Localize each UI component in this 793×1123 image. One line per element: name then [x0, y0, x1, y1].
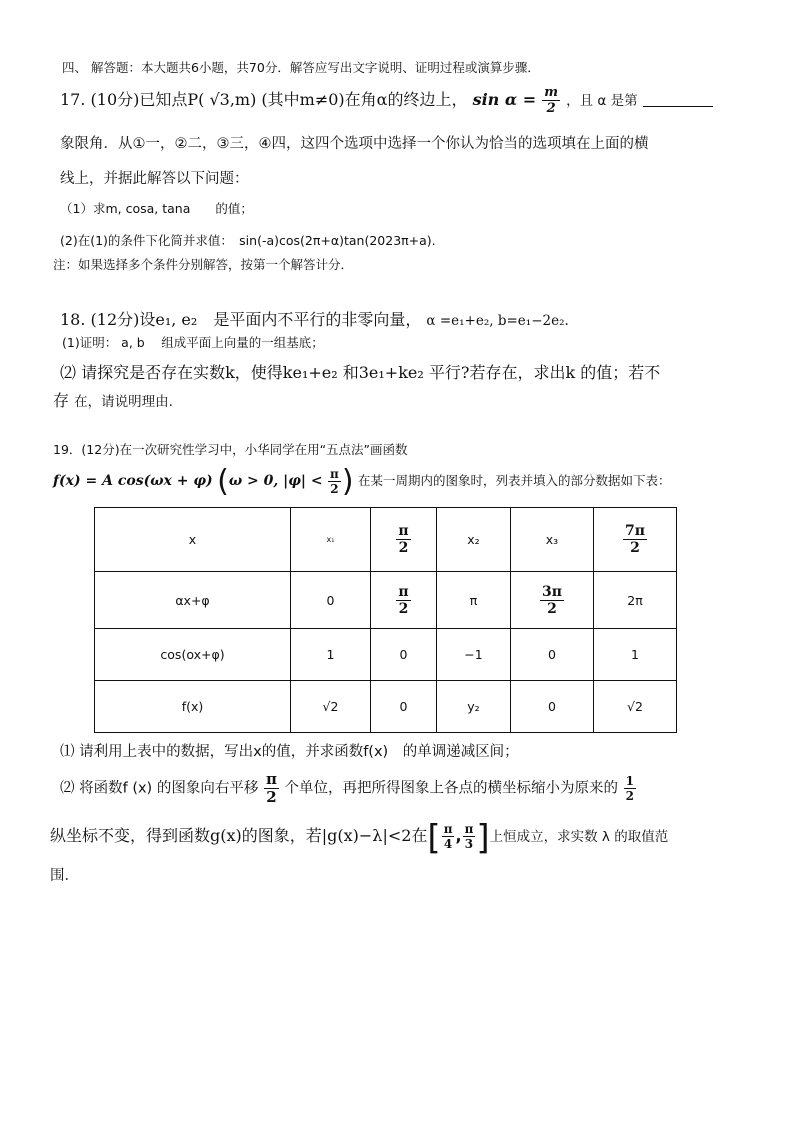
table-cell: √2: [594, 681, 677, 733]
fraction-numerator: 7π: [625, 523, 645, 539]
q17-stem-tail: ，且 α 是第: [566, 93, 638, 109]
table-cell: 1: [594, 629, 677, 681]
q18-part2: ⑵ 请探究是否存在实数k，使得ke₁+e₂ 和3e₁+ke₂ 平行?若存在，求出k 的值；若不: [60, 363, 661, 382]
q18-part2-tail: 在，请说明理由.: [74, 394, 173, 410]
table-cell: √2: [291, 681, 371, 733]
fraction-denominator: 3: [464, 837, 474, 851]
table-cell: 0: [511, 629, 594, 681]
fraction-denominator: 2: [330, 481, 339, 496]
q18-vectors: α =e₁+e₂, b=e₁−2e₂.: [426, 313, 569, 329]
q19-part2-start: ⑵ 将函数f (x) 的图象向右平移: [60, 780, 259, 797]
table-cell: x₃: [511, 508, 594, 572]
table-cell: αx+φ: [95, 572, 291, 629]
table-cell: 1: [291, 629, 371, 681]
right-paren: ): [341, 464, 354, 499]
table-cell: x: [95, 508, 291, 572]
fraction-denominator: 2: [398, 600, 409, 617]
fraction-numerator: π: [443, 822, 453, 836]
table-cell: cos(ox+φ): [95, 629, 291, 681]
table-fraction: [623, 524, 647, 555]
q19-function-tail: 在某一周期内的图象时，列表并填入的部分数据如下表：: [358, 473, 671, 488]
fraction-denominator: 2: [546, 101, 556, 116]
interval-left-fraction: [442, 823, 455, 850]
q17-part2: (2)在(1)的条件下化简并求值： sin(-a)cos(2π+α)tan(2023π+a).: [60, 233, 436, 248]
q17-note: 注：如果选择多个条件分别解答，按第一个解答计分．: [53, 257, 354, 272]
interval-right-fraction: [463, 823, 476, 850]
half-fraction: [624, 775, 636, 802]
q19-intro: 19．(12分)在一次研究性学习中，小华同学在用“五点法”画函数: [53, 442, 408, 457]
q17-stem: 17. (10分)已知点P( √3,m) (其中m≠0)在角α的终边上，: [60, 90, 468, 109]
q19-function-line: [53, 464, 671, 499]
section-header: 四、 解答题：本大题共6小题，共70分．解答应写出文字说明、证明过程或演算步骤．: [62, 60, 540, 75]
fraction-denominator: 2: [625, 789, 634, 803]
table-fraction: [396, 524, 410, 555]
fraction-numerator: π: [398, 523, 409, 539]
fraction-numerator: m: [544, 85, 559, 100]
table-cell: 0: [291, 572, 371, 629]
condition-expression: ω > 0, |φ| <: [228, 473, 323, 489]
fraction-denominator: 2: [266, 788, 277, 806]
table-cell: 0: [511, 681, 594, 733]
fraction-denominator: 2: [547, 600, 557, 617]
fraction-numerator: π: [265, 770, 277, 788]
table-row: [95, 681, 677, 733]
q17-line3: 线上，并据此解答以下问题：: [60, 171, 249, 187]
table-cell: [371, 572, 437, 629]
table-cell: y₂: [437, 681, 511, 733]
table-cell: [511, 572, 594, 629]
q18-part1: (1)证明： a, b 组成平面上向量的一组基底；: [62, 335, 324, 350]
q19-part2-condition: 纵坐标不变，得到函数g(x)的图象，若|g(x)−λ|<2在: [50, 826, 428, 845]
fraction-numerator: π: [464, 822, 474, 836]
q18-line1: [60, 307, 569, 330]
left-paren: (: [217, 464, 229, 499]
right-bracket: ]: [476, 818, 490, 858]
answer-blank[interactable]: [643, 92, 713, 107]
q18-part2-cont: [53, 388, 173, 411]
phi-bound-fraction: [328, 468, 341, 495]
five-point-table: [94, 507, 677, 733]
table-cell: 0: [371, 629, 437, 681]
table-cell: x₁: [291, 508, 371, 572]
table-cell: x₂: [437, 508, 511, 572]
table-cell: −1: [437, 629, 511, 681]
left-bracket: [: [427, 818, 441, 858]
q19-part2-mid: 个单位，再把所得图象上各点的横坐标缩小为原来的: [284, 780, 619, 797]
table-row: [95, 629, 677, 681]
table-cell: 2π: [594, 572, 677, 629]
q18-part2-char: 存: [53, 391, 70, 410]
fraction-numerator: 1: [625, 774, 634, 788]
table-row: [95, 572, 677, 629]
function-expression: f(x) = A cos(ωx + φ): [53, 473, 213, 489]
sin-alpha-fraction: [542, 86, 560, 115]
fraction-numerator: 3π: [542, 583, 562, 600]
q19-part1: ⑴ 请利用上表中的数据，写出x的值，并求函数f(x) 的单调递减区间；: [60, 744, 519, 760]
q18-stem: 18. (12分)设e₁, e₂ 是平面内不平行的非零向量，: [60, 310, 422, 329]
table-cell: f(x): [95, 681, 291, 733]
table-cell: π: [437, 572, 511, 629]
interval-comma: ,: [455, 826, 462, 845]
q17-line1: [60, 86, 713, 115]
table-fraction: [396, 585, 410, 616]
q19-part2-end: 围．: [50, 868, 79, 884]
table-cell: 0: [371, 681, 437, 733]
q17-part1: （1）求m, cosa, tana 的值；: [60, 201, 253, 216]
sin-alpha-lhs: sin α =: [472, 90, 537, 109]
table-row: [95, 508, 677, 572]
fraction-denominator: 4: [443, 837, 453, 851]
q19-part2-tail: 上恒成立，求实数 λ 的取值范: [489, 829, 669, 845]
shift-fraction: [264, 772, 279, 805]
q17-line2: 象限角．从①一，②二，③三，④四，这四个选项中选择一个你认为恰当的选项填在上面的横: [60, 136, 649, 152]
fraction-numerator: π: [398, 583, 409, 600]
table-cell: [371, 508, 437, 572]
table-cell: [594, 508, 677, 572]
q19-part2-line2: [50, 818, 668, 858]
table-fraction: [540, 585, 564, 616]
fraction-denominator: 2: [630, 540, 640, 556]
fraction-denominator: 2: [398, 540, 409, 556]
fraction-numerator: π: [330, 466, 339, 481]
q19-part2-line1: [60, 772, 637, 805]
